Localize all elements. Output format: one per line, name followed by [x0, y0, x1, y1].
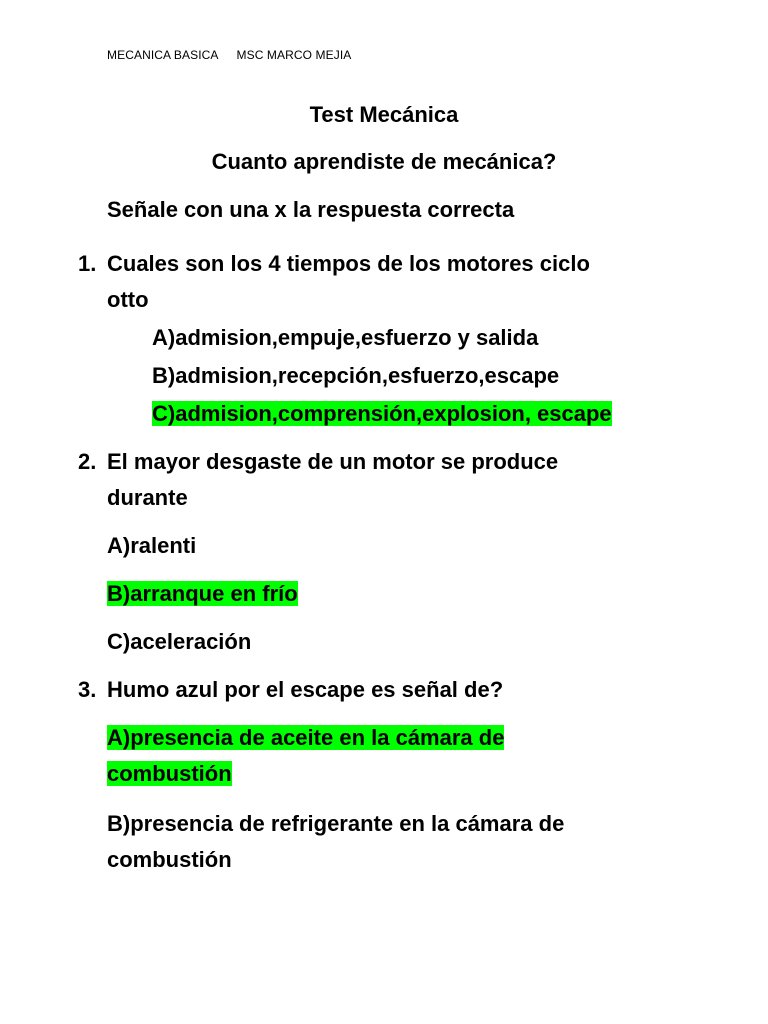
instruction-text: Señale con una x la respuesta correcta [107, 197, 515, 222]
question-text-line: otto [107, 287, 149, 312]
answer-option-1b [152, 358, 559, 394]
answer-option-1a [152, 320, 538, 356]
option-text: A)admision,empuje,esfuerzo y salida [152, 325, 539, 350]
option-text: B)presencia de refrigerante en la cámara de [107, 811, 565, 836]
option-text-highlighted: C)admision,comprensión,explosion, escape [152, 401, 612, 426]
page-subtitle: Cuanto aprendiste de mecánica? [211, 149, 557, 174]
question-number: 2. [78, 449, 97, 474]
question-text-line: durante [107, 485, 188, 510]
option-text: A)ralenti [107, 533, 197, 558]
page-title: Test Mecánica [309, 102, 459, 127]
option-text: C)aceleración [107, 629, 252, 654]
answer-option-2c [107, 624, 251, 660]
question-text-line: Cuales son los 4 tiempos de los motores ciclo [107, 251, 590, 276]
question-1 [78, 246, 678, 318]
answer-option-1c [152, 396, 612, 432]
option-text-highlighted: A)presencia de aceite en la cámara de [107, 725, 505, 750]
question-number: 3. [78, 677, 97, 702]
course-name: MECANICA BASICA [107, 48, 219, 62]
question-text-line: Humo azul por el escape es señal de? [107, 677, 504, 702]
answer-option-2b [107, 576, 298, 612]
answer-option-3b [107, 806, 564, 878]
teacher-name: MSC MARCO MEJIA [236, 48, 352, 62]
question-number: 1. [78, 251, 97, 276]
document-header [107, 48, 351, 62]
option-text: B)admision,recepción,esfuerzo,escape [152, 363, 560, 388]
question-3 [78, 672, 678, 708]
answer-option-3a [107, 720, 504, 792]
answer-option-2a [107, 528, 196, 564]
question-2 [78, 444, 678, 516]
option-text-highlighted: B)arranque en frío [107, 581, 298, 606]
option-text-highlighted: combustión [107, 761, 232, 786]
question-text-line: El mayor desgaste de un motor se produce [107, 449, 559, 474]
option-text: combustión [107, 847, 232, 872]
